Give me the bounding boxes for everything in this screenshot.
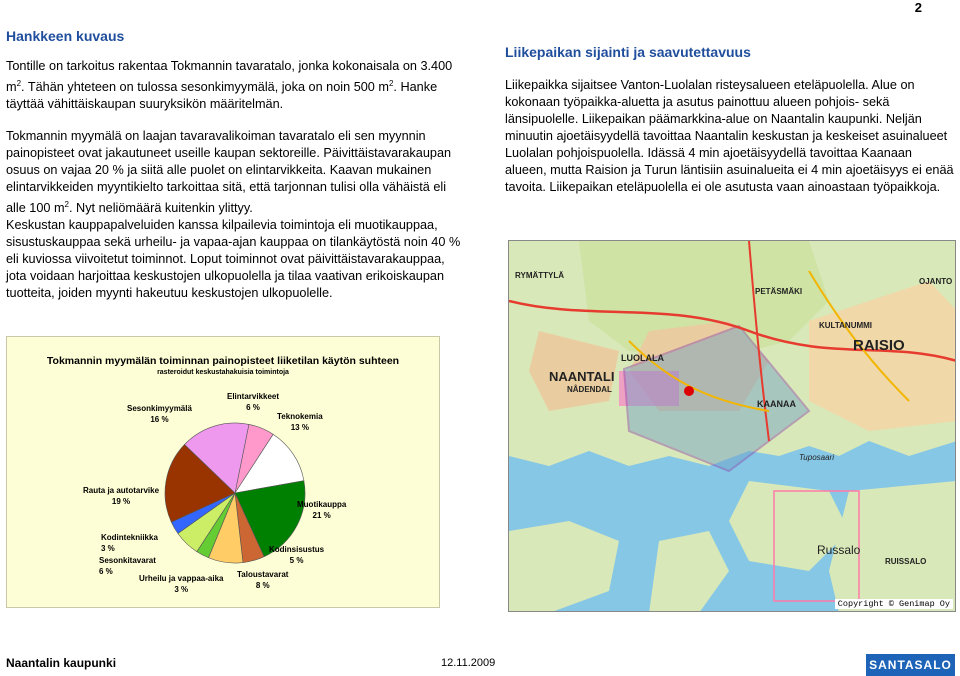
section-title-location: Liikepaikan sijainti ja saavutettavuus [505, 44, 751, 60]
label-rauta: Rauta ja autotarvike 19 % [83, 486, 160, 506]
footer-organization: Naantalin kaupunki [6, 656, 117, 670]
location-map [508, 240, 956, 612]
map-label-russalo: Russalo [817, 543, 861, 557]
paragraph-location: Liikepaikka sijaitsee Vanton-Luolalan risteysalueen eteläpuolella. Alue on kokonaan työpaikka-aluetta ja asutus painottuu alueen pohjois- sekä länsipuolelle. Liikepaikan päämarkkina-alue on Naantalin kaupunki. Neljän minuutin ajoetäisyydellä tavoittaa Naantalin keskustan ja keskeiset asuinalueet Luolalan pohjoispuolella. Idässä 4 min ajoetäisyydellä tavoittaa Kaanaan alueen, mutta Raision ja Turun läntisiin asuinalueita ei 4 min ajoetäisyys ei enää tavoita. Liikepaikan eteläpuolella ei ole asutusta vaan ainoastaan työpaikkoja. [505, 78, 954, 194]
map-label-kultanummi: KULTANUMMI [819, 321, 873, 330]
map-label-rymattyla: RYMÄTTYLÄ [515, 271, 565, 280]
paragraph-competition: Keskustan kauppapalveluiden kanssa kilpailevia toimintoja eli muotikauppaa, sisustuskauppaa sekä urheilu- ja vapaa-ajan kauppaa on tilankäytöstä noin 40 % eli kuviossa viivoitetut toiminnot. Loput toiminnot ovat päivittäistavarakauppaa, jota voidaan harjoittaa keskustojen ulkopuolella ja tilaa vaativan erikoiskaupan tuotteita, joiden myynti hakeutuu keskustojen ulkopuolelle. [6, 218, 461, 301]
label-taloustavarat: Taloustavarat 8 % [237, 570, 289, 590]
chart-subtitle: rasteroidut keskustahakuisia toimintoja [157, 369, 289, 376]
footer-date: 12.11.2009 [441, 657, 496, 669]
location-description [505, 44, 957, 211]
label-muotikauppa: Muotikauppa 21 % [297, 500, 347, 520]
paragraph-sectors: Tokmannin myymälä on laajan tavaravalikoiman tavaratalo eli sen myynnin painopisteet ovat jakautuneet useille kaupan sektoreille. Päivittäistavarakaupan osuus on vajaa 20 % ja siitä alle puolet on elintarvikkeita. Kaavan mukainen elintarvikkeiden myyntikielto tarkoittaa sitä, että tarjonnan tulisi olla vähäistä eli alle 100 $m^2$. Nyt neliömäärä kuitenkin ylittyy. [6, 129, 452, 216]
page-number: 2 [914, 0, 922, 15]
map-copyright: Copyright © Genimap Oy [835, 599, 953, 609]
chart-title: Tokmannin myymälän toiminnan painopisteet liiketilan käytön suhteen [46, 355, 400, 367]
map-label-ojanto: OJANTO [919, 277, 953, 286]
label-urheilu: Urheilu ja vappaa-aika 3 % [139, 574, 224, 594]
map-label-ruissalo: RUISSALO [885, 557, 927, 566]
label-teknokemia: Teknokemia 13 % [277, 412, 323, 432]
label-elintarvikkeet: Elintarvikkeet 6 % [227, 392, 280, 412]
map-label-naantali: NAANTALI [549, 369, 615, 384]
santasalo-logo: SANTASALO [866, 654, 955, 676]
map-label-tuposaari: Tuposaari [799, 453, 834, 462]
label-sesonkimyymala: Sesonkimyymälä 16 % [127, 404, 192, 424]
map-label-kaanaa: KAANAA [757, 399, 796, 409]
pie-chart [7, 337, 441, 609]
project-description [6, 28, 462, 317]
label-sesonkitavarat: Sesonkitavarat 6 % [99, 556, 156, 576]
section-title-project: Hankkeen kuvaus [6, 28, 125, 44]
pie-chart-panel [6, 336, 440, 608]
map-label-raisio: RAISIO [853, 337, 905, 354]
map-label-petasmaki: PETÄSMÄKI [755, 287, 803, 296]
map-label-luolala: LUOLALA [621, 353, 664, 363]
label-kodinsisustus: Kodinsisustus 5 % [269, 545, 325, 565]
map-label-nadendal: NÅDENDAL [567, 385, 612, 394]
label-kodintekniikka: Kodintekniikka 3 % [101, 533, 158, 553]
paragraph-area: Tontille on tarkoitus rakentaa Tokmannin tavaratalo, jonka kokonaisala on 3.400 $m^2$. Tähän yhteteen on tulossa sesonkimyymälä, joka on noin 500 $m^2$. Hanke täyttää vähittäiskaupan suuryksikön määritelmän. [6, 59, 453, 112]
